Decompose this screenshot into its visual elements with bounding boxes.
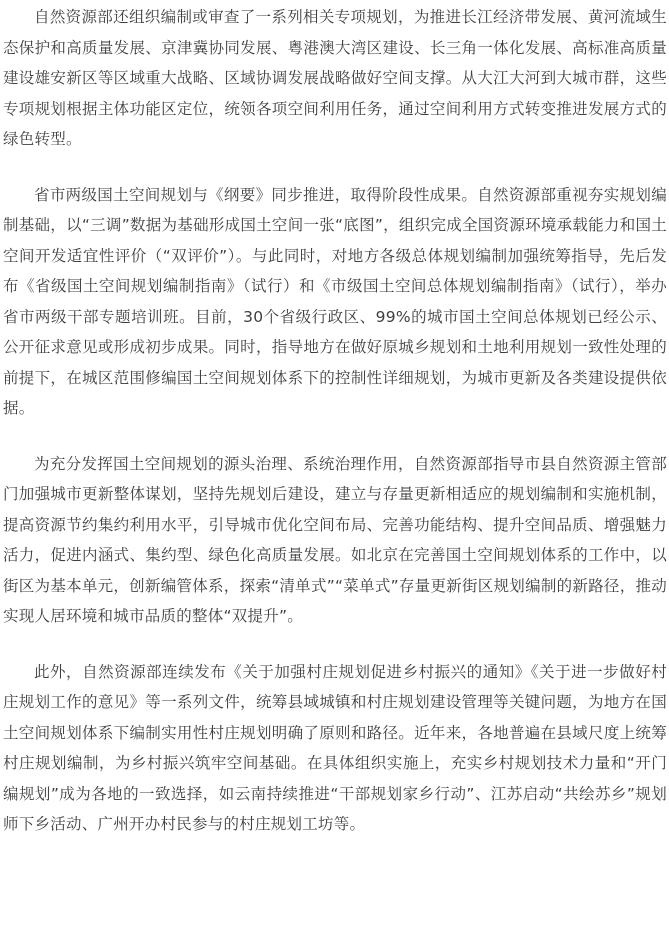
paragraph-regional-special-plans: 自然资源部还组织编制或审查了一系列相关专项规划，为推进长江经济带发展、黄河流域生态保护和高质量发展、京津冀协同发展、粤港澳大湾区建设、长三角一体化发展、高标准高质量建设雄安新区等区域重大战略、区域协调发展战略做好空间支撑。从大江大河到大城市群，这些专项规划根据主体功能区定位，统领各项空间利用任务，通过空间利用方式转变推进发展方式的绿色转型。 xyxy=(3,8,667,148)
article-body xyxy=(0,2,669,840)
paragraph-urban-renewal: 为充分发挥国土空间规划的源头治理、系统治理作用，自然资源部指导市县自然资源主管部门加强城市更新整体谋划，坚持先规划后建设，建立与存量更新相适应的规划编制和实施机制，提高资源节约集约利用水平，引导城市优化空间布局、完善功能结构、提升空间品质、增强魅力活力，促进内涵式、集约型、绿色化高质量发展。如北京在完善国土空间规划体系的工作中，以街区为基本单元，创新编管体系，探索“清单式”“菜单式”存量更新街区规划编制的新路径，推动实现人居环境和城市品质的整体“双提升”。 xyxy=(3,454,667,625)
paragraph-provincial-municipal-plans: 省市两级国土空间规划与《纲要》同步推进，取得阶段性成果。自然资源部重视夯实规划编制基础，以“三调”数据为基础形成国土空间一张“底图”，组织完成全国资源环境承载能力和国土空间开发适宜性评价（“双评价”）。与此同时，对地方各级总体规划编制加强统筹指导，先后发布《省级国土空间规划编制指南》（试行）和《市级国土空间总体规划编制指南》（试行），举办省市两级干部专题培训班。目前，30个省级行政区、99%的城市国土空间总体规划已经公示、公开征求意见或形成初步成果。同时，指导地方在做好原城乡规划和土地利用规划一致性处理的前提下，在城区范围修编国土空间规划体系下的控制性详细规划，为城市更新及各类建设提供依据。 xyxy=(3,185,667,417)
paragraph-village-planning: 此外，自然资源部连续发布《关于加强村庄规划促进乡村振兴的通知》《关于进一步做好村庄规划工作的意见》等一系列文件，统筹县域城镇和村庄规划建设管理等关键问题，为地方在国土空间规划体系下编制实用性村庄规划明确了原则和路径。近年来，各地普遍在县域尺度上统筹村庄规划编制，为乡村振兴筑牢空间基础。在具体组织实施上，充实乡村规划技术力量和“开门编规划”成为各地的一致选择，如云南持续推进“干部规划家乡行动”、江苏启动“共绘苏乡”规划师下乡活动、广州开办村民参与的村庄规划工坊等。 xyxy=(3,662,667,833)
